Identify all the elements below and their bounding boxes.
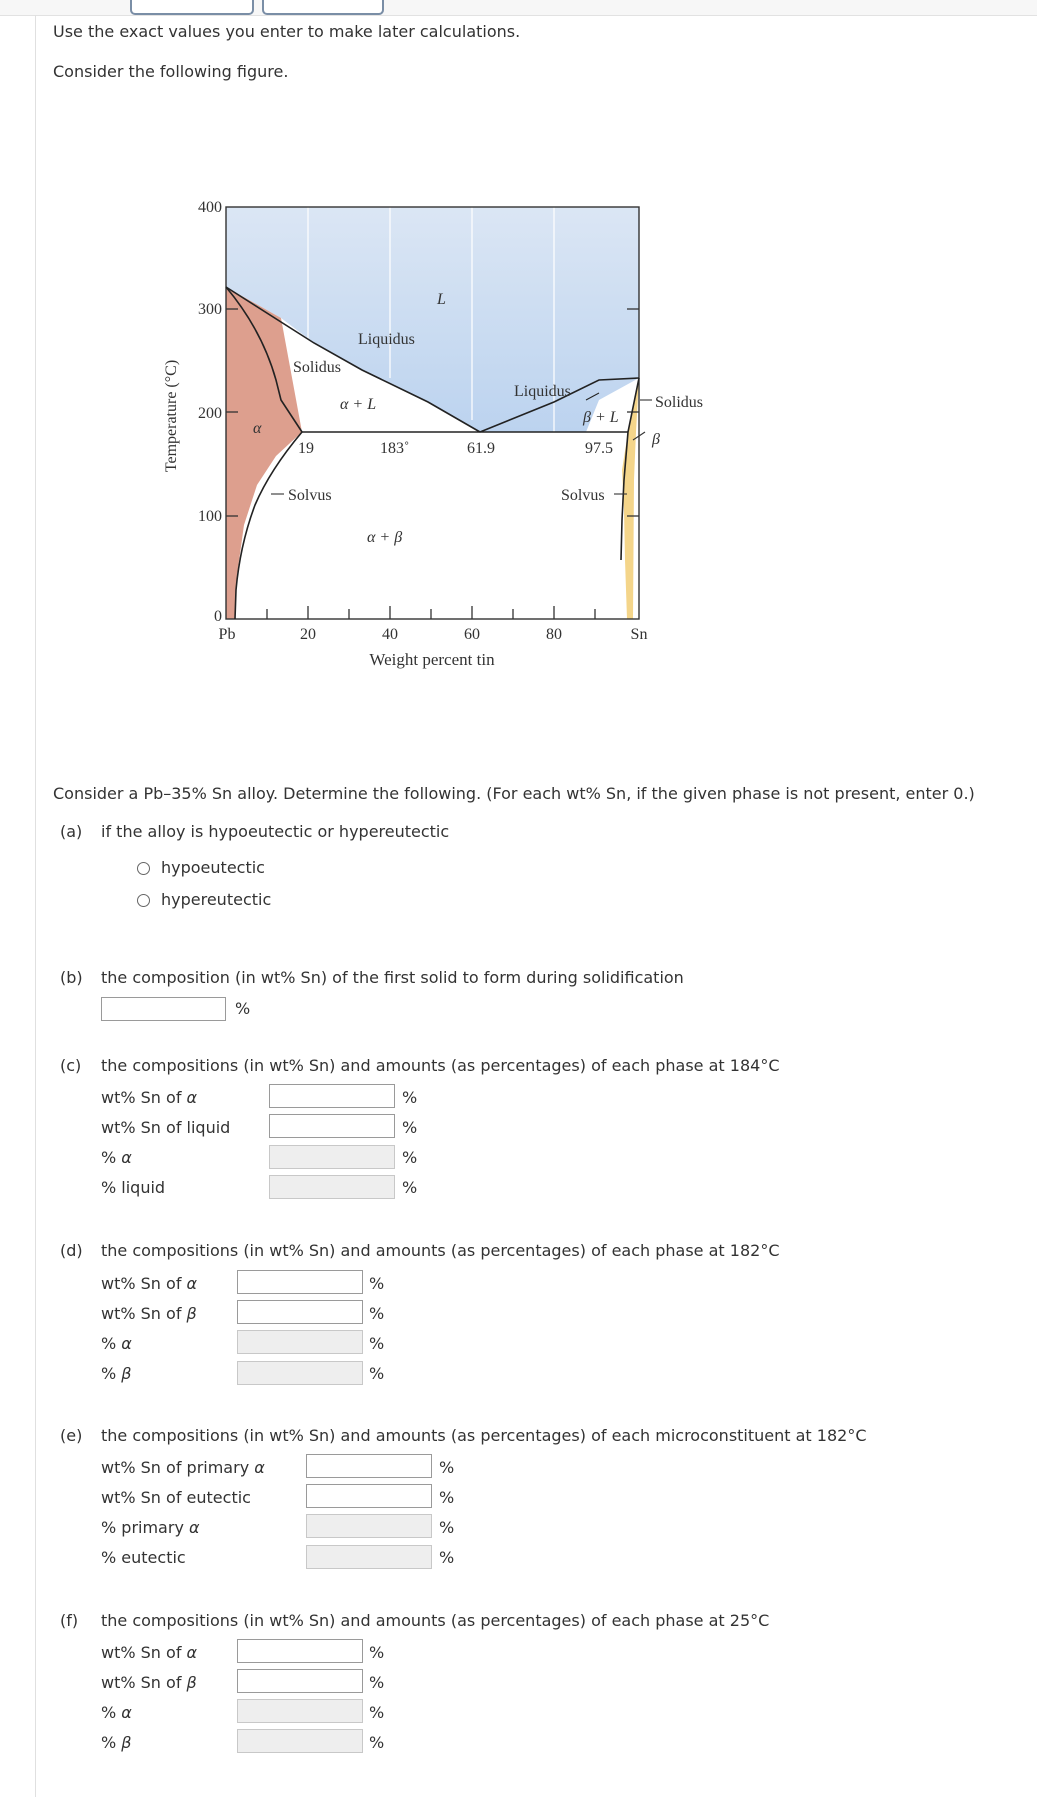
part-d-label: (d) — [60, 1241, 83, 1260]
percent-unit: % — [369, 1364, 385, 1383]
e-wt-sn-primary-alpha-input[interactable] — [306, 1454, 432, 1478]
label-19: 19 — [298, 440, 314, 457]
percent-unit: % — [439, 1548, 455, 1567]
x-end-right: Sn — [630, 626, 648, 643]
label-solvus-right: Solvus — [561, 487, 605, 504]
x-tick-60: 60 — [464, 626, 480, 643]
label-alpha-beta: α + β — [367, 529, 403, 546]
percent-unit: % — [369, 1673, 385, 1692]
e-row-label: wt% Sn of primary α — [101, 1458, 265, 1477]
d-percent-alpha-input[interactable] — [237, 1330, 363, 1354]
x-tick-40: 40 — [382, 626, 398, 643]
toolbar-tab-1[interactable] — [130, 0, 254, 15]
percent-unit: % — [402, 1148, 418, 1167]
label-alpha: α — [253, 420, 262, 437]
label-alpha-L: α + L — [340, 396, 377, 413]
part-f-text: the compositions (in wt% Sn) and amounts (as percentages) of each phase at 25°C — [101, 1611, 770, 1630]
intro-line-1: Use the exact values you enter to make later calculations. — [53, 22, 521, 41]
part-b-label: (b) — [60, 968, 83, 987]
e-percent-eutectic-input[interactable] — [306, 1545, 432, 1569]
percent-unit: % — [402, 1088, 418, 1107]
c-wt-sn-alpha-input[interactable] — [269, 1084, 395, 1108]
percent-unit: % — [369, 1334, 385, 1353]
y-tick-400: 400 — [198, 199, 222, 216]
e-row-label: % eutectic — [101, 1548, 186, 1567]
label-975: 97.5 — [585, 440, 613, 457]
y-tick-0: 0 — [214, 608, 222, 625]
y-axis-label: Temperature (°C) — [163, 359, 180, 473]
f-row-label: % α — [101, 1703, 132, 1722]
toolbar-tab-2[interactable] — [262, 0, 384, 15]
e-wt-sn-eutectic-input[interactable] — [306, 1484, 432, 1508]
percent-unit: % — [369, 1643, 385, 1662]
question-intro: Consider a Pb–35% Sn alloy. Determine the following. (For each wt% Sn, if the given phase is not present, enter 0.) — [53, 784, 975, 803]
first-solid-composition-input[interactable] — [101, 997, 226, 1021]
percent-unit: % — [235, 999, 251, 1018]
c-row-label: wt% Sn of α — [101, 1088, 198, 1107]
y-tick-100: 100 — [198, 508, 222, 525]
percent-unit: % — [402, 1118, 418, 1137]
label-liquidus-right: Liquidus — [514, 383, 571, 400]
radio-hypereutectic[interactable] — [137, 894, 150, 907]
x-end-left: Pb — [218, 626, 236, 643]
label-L: L — [437, 291, 446, 308]
label-183: 183˚ — [380, 440, 410, 457]
f-row-label: % β — [101, 1733, 132, 1752]
label-beta-L: β + L — [583, 409, 619, 426]
percent-unit: % — [439, 1458, 455, 1477]
c-row-label: % α — [101, 1148, 132, 1167]
f-wt-sn-beta-input[interactable] — [237, 1669, 363, 1693]
label-beta: β — [652, 431, 660, 448]
part-a-text: if the alloy is hypoeutectic or hypereutectic — [101, 822, 450, 841]
content-left-border — [35, 15, 36, 1797]
e-row-label: % primary α — [101, 1518, 200, 1537]
label-619: 61.9 — [467, 440, 495, 457]
c-percent-alpha-input[interactable] — [269, 1145, 395, 1169]
top-toolbar — [0, 0, 1037, 16]
c-wt-sn-liquid-input[interactable] — [269, 1114, 395, 1138]
percent-unit: % — [369, 1703, 385, 1722]
part-c-text: the compositions (in wt% Sn) and amounts (as percentages) of each phase at 184°C — [101, 1056, 780, 1075]
option-hypereutectic-label: hypereutectic — [161, 890, 272, 909]
percent-unit: % — [439, 1518, 455, 1537]
percent-unit: % — [369, 1274, 385, 1293]
phase-diagram-figure — [150, 190, 750, 680]
e-row-label: wt% Sn of eutectic — [101, 1488, 251, 1507]
x-axis-label: Weight percent tin — [369, 650, 495, 669]
e-percent-primary-alpha-input[interactable] — [306, 1514, 432, 1538]
part-b-text: the composition (in wt% Sn) of the first solid to form during solidification — [101, 968, 684, 987]
percent-unit: % — [369, 1733, 385, 1752]
d-row-label: wt% Sn of α — [101, 1274, 198, 1293]
label-solvus-left: Solvus — [288, 487, 332, 504]
intro-line-2: Consider the following figure. — [53, 62, 289, 81]
part-d-text: the compositions (in wt% Sn) and amounts (as percentages) of each phase at 182°C — [101, 1241, 780, 1260]
part-f-label: (f) — [60, 1611, 79, 1630]
beta-region — [622, 378, 639, 619]
f-row-label: wt% Sn of α — [101, 1643, 198, 1662]
d-percent-beta-input[interactable] — [237, 1361, 363, 1385]
x-tick-80: 80 — [546, 626, 562, 643]
y-tick-200: 200 — [198, 405, 222, 422]
f-percent-beta-input[interactable] — [237, 1729, 363, 1753]
c-row-label: % liquid — [101, 1178, 166, 1197]
option-hypoeutectic-label: hypoeutectic — [161, 858, 265, 877]
d-wt-sn-alpha-input[interactable] — [237, 1270, 363, 1294]
c-row-label: wt% Sn of liquid — [101, 1118, 231, 1137]
f-percent-alpha-input[interactable] — [237, 1699, 363, 1723]
part-e-text: the compositions (in wt% Sn) and amounts (as percentages) of each microconstituent at 182°C — [101, 1426, 867, 1445]
d-row-label: wt% Sn of β — [101, 1304, 197, 1323]
label-solidus-right: Solidus — [655, 394, 704, 411]
alpha-region — [226, 287, 302, 619]
c-percent-liquid-input[interactable] — [269, 1175, 395, 1199]
percent-unit: % — [402, 1178, 418, 1197]
label-liquidus-left: Liquidus — [358, 331, 415, 348]
part-e-label: (e) — [60, 1426, 83, 1445]
d-row-label: % α — [101, 1334, 132, 1353]
d-row-label: % β — [101, 1364, 132, 1383]
d-wt-sn-beta-input[interactable] — [237, 1300, 363, 1324]
part-a-label: (a) — [60, 822, 83, 841]
label-solidus-left: Solidus — [293, 359, 342, 376]
radio-hypoeutectic[interactable] — [137, 862, 150, 875]
f-row-label: wt% Sn of β — [101, 1673, 197, 1692]
f-wt-sn-alpha-input[interactable] — [237, 1639, 363, 1663]
y-tick-300: 300 — [198, 301, 222, 318]
x-tick-20: 20 — [300, 626, 316, 643]
percent-unit: % — [369, 1304, 385, 1323]
part-c-label: (c) — [60, 1056, 82, 1075]
percent-unit: % — [439, 1488, 455, 1507]
